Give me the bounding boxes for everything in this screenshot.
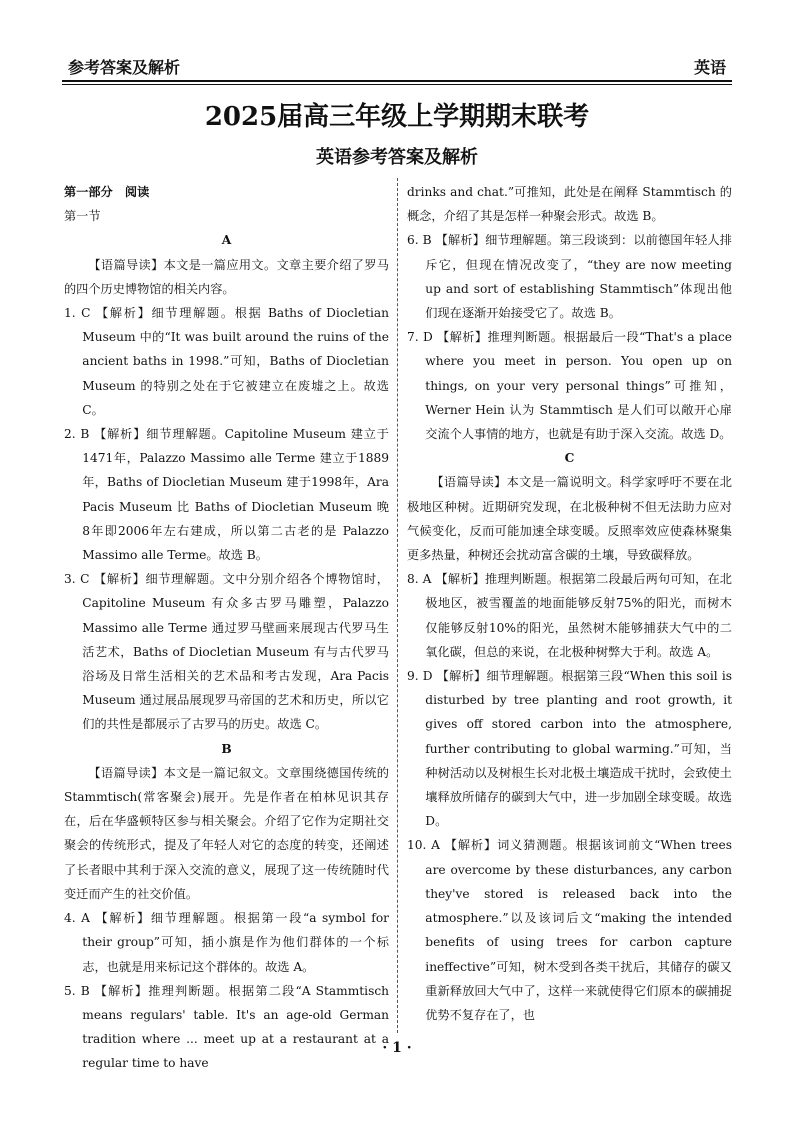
header-rule-thin (62, 84, 732, 85)
paragraph: 【语篇导读】本文是一篇应用文。文章主要介绍了罗马的四个历史博物馆的相关内容。 (64, 257, 389, 296)
section-letter: A (221, 233, 232, 248)
paragraph: 【语篇导读】本文是一篇记叙文。文章围绕德国传统的 Stammtisch(常客聚会)展开。先是作者在柏林见识其存在，后在华盛顿特区参与相关聚会。介绍了它作为定期社交聚会的传统形式，提及了年轻人对它的态度的转变，还阐述了长者眼中其利于深入交流的意义，展现了这一传统随时代变迁而产生的社交价值。 (64, 765, 389, 901)
header-subject-label: 英语 (693, 58, 726, 77)
header-left-label: 参考答案及解析 (68, 58, 181, 77)
paragraph: 4. A 【解析】细节理解题。根据第一段“a symbol for their group”可知，插小旗是作为他们群体的一个标志，也就是用来标记这个群体的。故选 A。 (64, 911, 389, 974)
paragraph: 10. A 【解析】词义猜测题。根据该词前文“When trees are overcome by these disturbances, any carbon they've stored is released back into the atmosphere.”以及该词后文“making the intended benefits of using trees for carbon capture ineffective”可知，树木受到各类干扰后，其储存的碳又重新释放回大气中了，这样一来就使得它们原本的碳捕捉优势不复存在了，也 (407, 838, 732, 1022)
column-divider (397, 178, 398, 1033)
paragraph: 第一节 (64, 209, 101, 224)
right-column (407, 180, 732, 1027)
exam-title: 2025届高三年级上学期期末联考 (204, 102, 590, 132)
paragraph: drinks and chat.”可推知，此处是在阐释 Stammtisch 的概念，介绍了其是怎样一种聚会形式。故选 B。 (407, 185, 732, 224)
page-header (62, 40, 732, 84)
exam-subtitle: 英语参考答案及解析 (316, 147, 478, 168)
paragraph: 7. D 【解析】推理判断题。根据最后一段“That's a place where you meet in person. You open up on things, on your very personal things”可推知，Werner Hein 认为 Stammtisch 是人们可以敞开心扉交流个人事情的地方，也就是有助于深入交流。故选 D。 (407, 330, 732, 442)
part-heading: 第一部分 阅读 (64, 185, 150, 199)
paragraph: 9. D 【解析】细节理解题。根据第三段“When this soil is disturbed by tree planting and root growth, it gives off stored carbon into the atmosphere, further contributing to global warming.”可知，当种树活动以及树根生长对北极土壤造成干扰时，会致使土壤释放所储存的碳到大气中，进一步加剧全球变暖。故选 D。 (407, 669, 732, 829)
paragraph: 6. B 【解析】细节理解题。第三段谈到：以前德国年轻人排斥它，但现在情况改变了，“they are now meeting up and sort of establishing Stammtisch”体现出他们现在逐渐开始接受它了。故选 B。 (407, 233, 732, 321)
paragraph: 1. C 【解析】细节理解题。根据 Baths of Diocletian Museum 中的“It was built around the ruins of the ancient baths in 1998.”可知，Baths of Diocletian Museum 的特别之处在于它被建立在废墟之上。故选 C。 (64, 306, 389, 417)
section-letter: C (564, 451, 575, 466)
paragraph: 8. A 【解析】推理判断题。根据第二段最后两句可知，在北极地区，被雪覆盖的地面能够反射75%的阳光，而树木仅能够反射10%的阳光，虽然树木能够捕获大气中的二氧化碳，但总的来说，在北极种树弊大于利。故选 A。 (407, 572, 732, 659)
paragraph: 3. C 【解析】细节理解题。文中分别介绍各个博物馆时，Capitoline Museum 有众多古罗马雕塑，Palazzo Massimo alle Terme 通过罗马壁画来展现古代罗马生活艺术，Baths of Diocletian Museum 有与古代罗马浴场及日常生活相关的艺术品和考古发现，Ara Pacis Museum 通过展品展现罗马帝国的艺术和历史，所以它们的共性是都展示了古罗马的历史。故选 C。 (64, 572, 389, 732)
paragraph: 2. B 【解析】细节理解题。Capitoline Museum 建立于1471年，Palazzo Massimo alle Terme 建立于1889年，Baths of Diocletian Museum 建于1998年，Ara Pacis Museum 比 Baths of Diocletian Museum 晚8年即2006年左右建成，所以第二古老的是 Palazzo Massimo alle Terme。故选 B。 (64, 427, 389, 563)
paragraph: 【语篇导读】本文是一篇说明文。科学家呼吁不要在北极地区种树。近期研究发现，在北极种树不但无法助力应对气候变化，反而可能加速全球变暖。反照率效应使森林聚集更多热量，种树还会扰动富含碳的土壤，导致碳释放。 (407, 475, 732, 563)
left-column (64, 180, 389, 1076)
header-rule (62, 80, 732, 82)
paragraph: 5. B 【解析】推理判断题。根据第二段“A Stammtisch means regulars' table. It's an age-old German tradition where ... meet up at a restaurant at a regular time to have (64, 983, 389, 1071)
section-letter: B (221, 741, 232, 756)
page-number: · 1 · (382, 1040, 412, 1056)
